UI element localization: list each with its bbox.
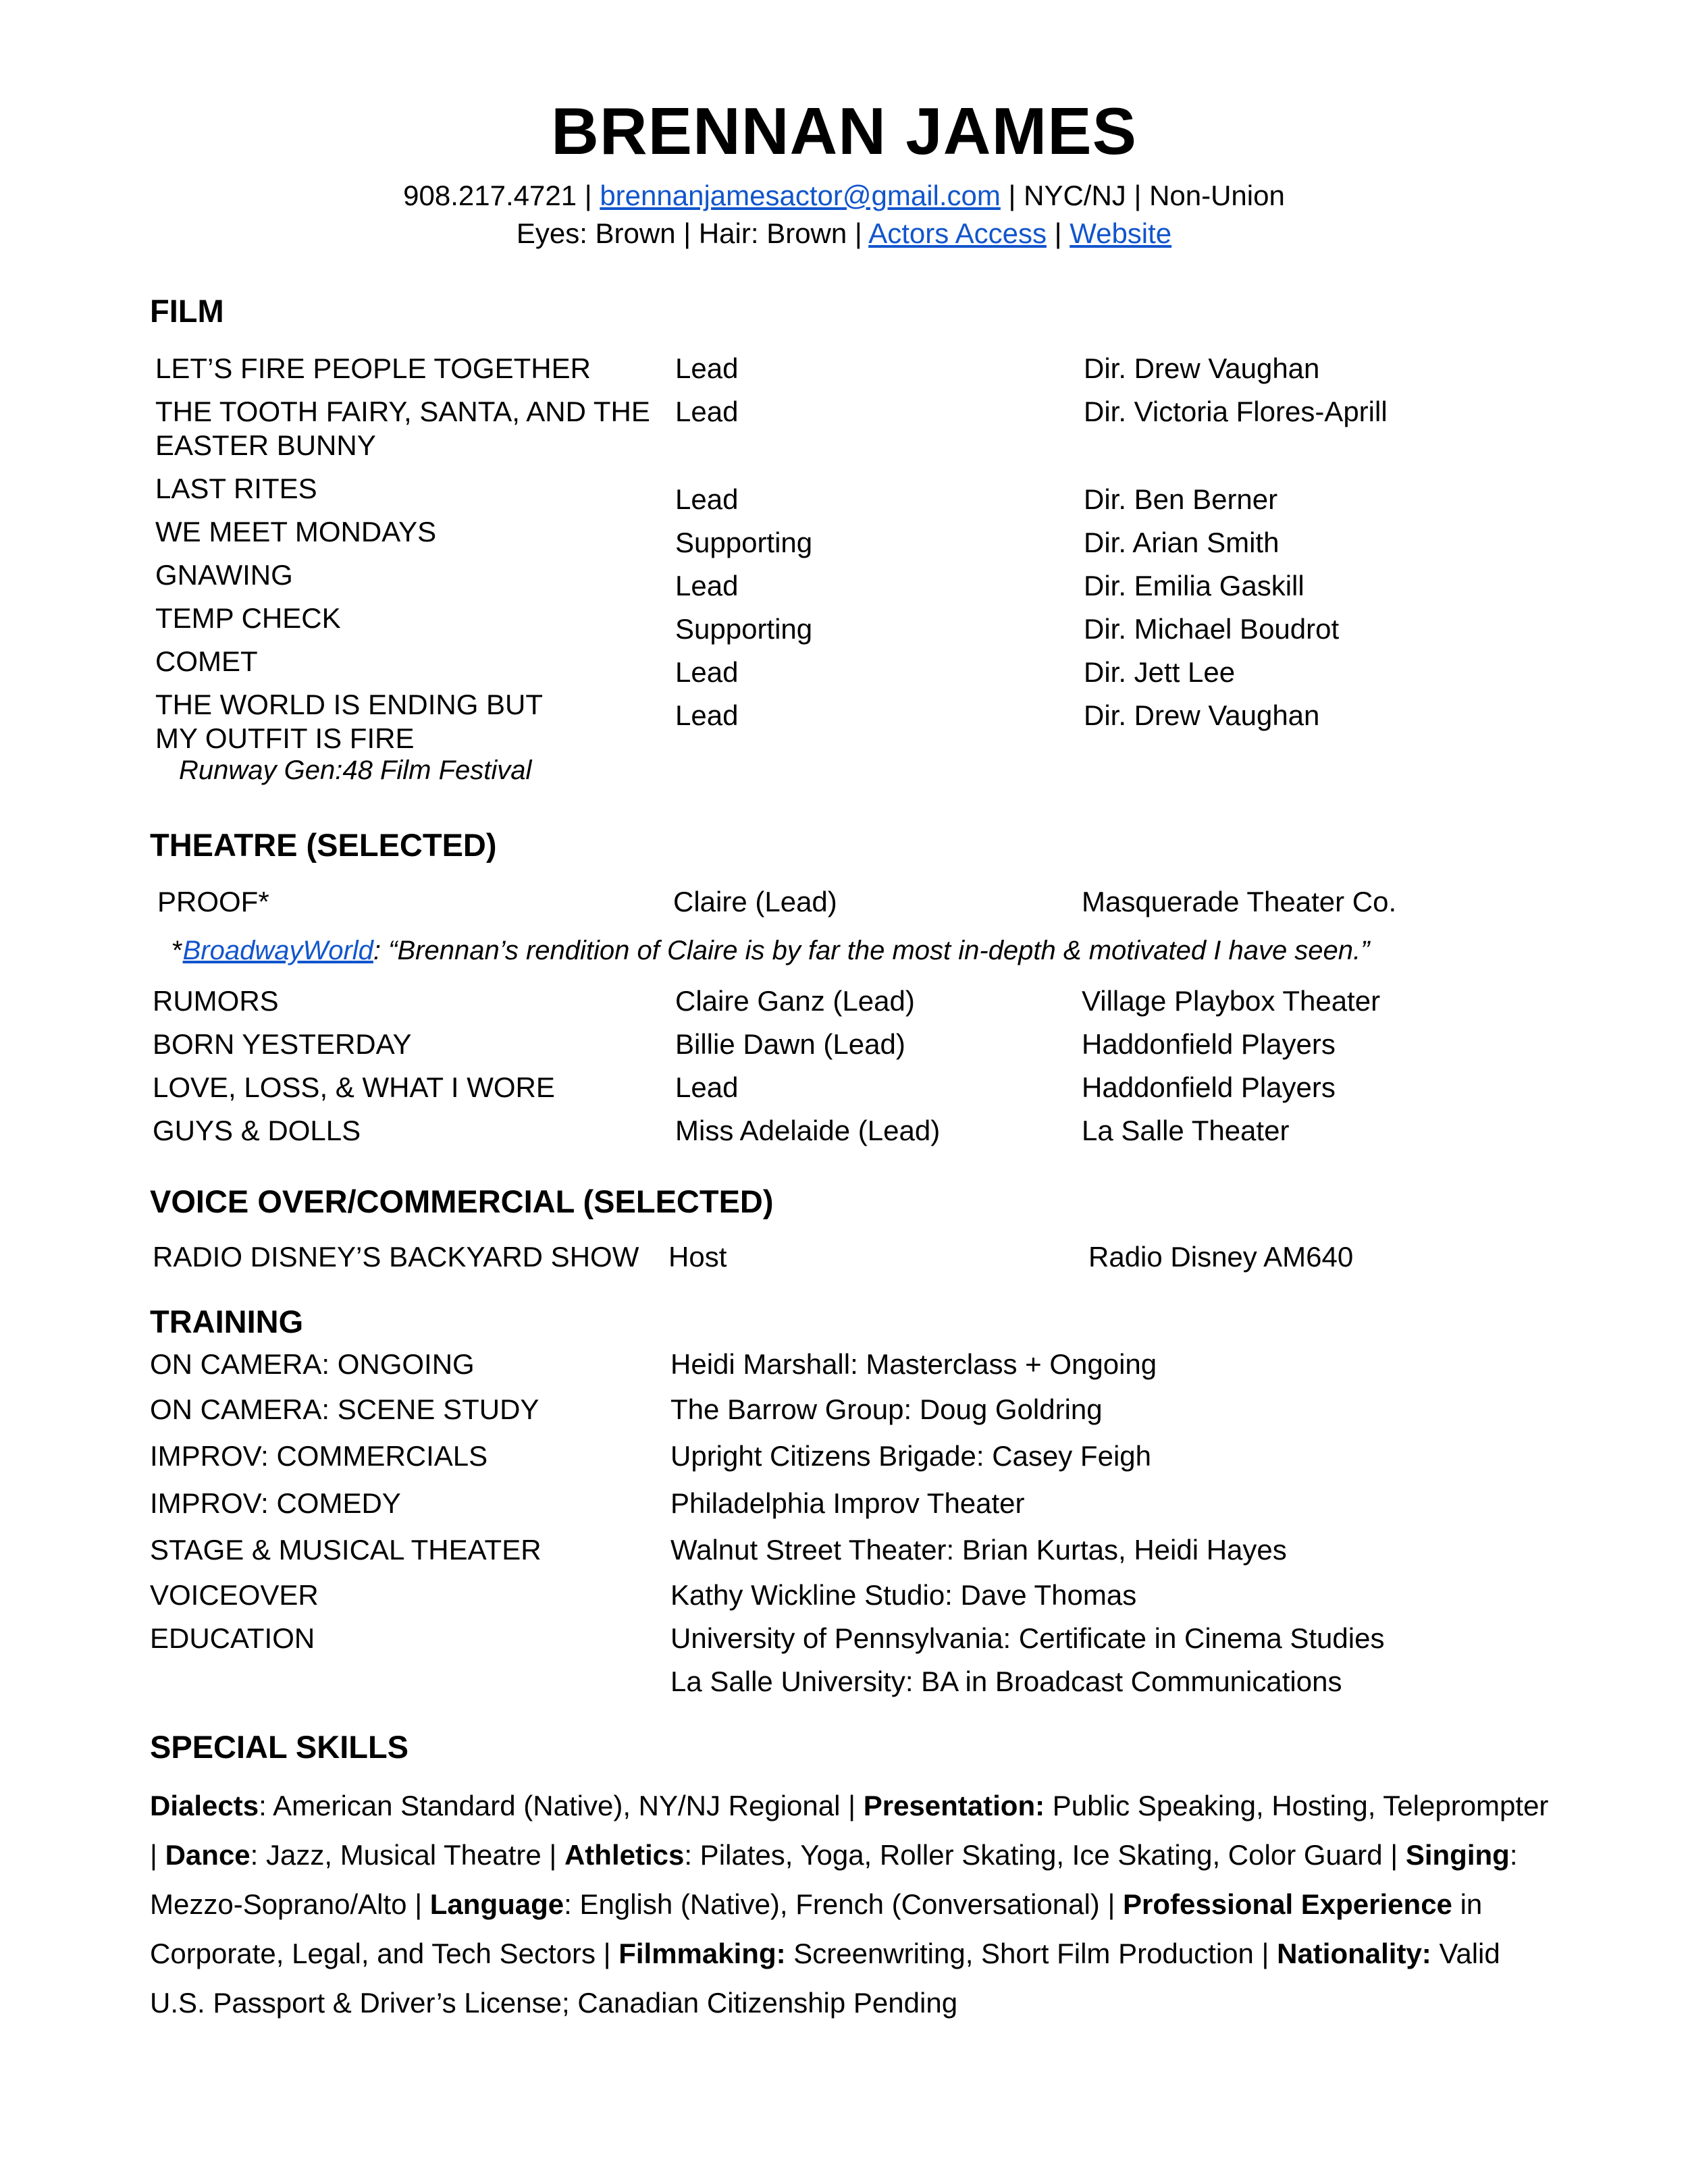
film-role: Supporting: [675, 527, 813, 558]
film-director: Dir. Emilia Gaskill: [1084, 570, 1304, 602]
phone-number: 908.217.4721: [403, 180, 577, 211]
skills-paragraph: [150, 1781, 1554, 2027]
film-director: Dir. Drew Vaughan: [1084, 352, 1320, 384]
broadwayworld-link[interactable]: BroadwayWorld: [182, 936, 373, 965]
training-heading: TRAINING: [150, 1304, 304, 1339]
film-director: Dir. Michael Boudrot: [1084, 613, 1340, 645]
skill-text: : Jazz, Musical Theatre |: [250, 1839, 564, 1871]
theatre-company: La Salle Theater: [1082, 1115, 1290, 1146]
separator: |: [1046, 217, 1070, 249]
skill-label: Nationality:: [1277, 1938, 1431, 1969]
theatre-role: Claire (Lead): [673, 886, 837, 917]
skill-label: Professional Experience: [1123, 1888, 1452, 1920]
review-text: : “Brennan’s rendition of Claire is by far the most in-depth & motivated I have seen.”: [373, 936, 1370, 965]
voiceover-title: RADIO DISNEY’S BACKYARD SHOW: [153, 1241, 639, 1273]
skill-label: Presentation:: [863, 1790, 1045, 1821]
theatre-company: Village Playbox Theater: [1082, 985, 1381, 1017]
separator: |: [577, 180, 600, 211]
film-title: THE WORLD IS ENDING BUT: [155, 689, 544, 720]
separator: |: [675, 217, 699, 249]
skill-text: : Pilates, Yoga, Roller Skating, Ice Skating, Color Guard |: [684, 1839, 1406, 1871]
separator: |: [1126, 180, 1150, 211]
skill-label: Dance: [165, 1839, 250, 1871]
theatre-title: BORN YESTERDAY: [153, 1028, 412, 1060]
training-area: EDUCATION: [150, 1622, 315, 1654]
festival-note: Runway Gen:48 Film Festival: [179, 755, 532, 785]
training-detail: Kathy Wickline Studio: Dave Thomas: [670, 1579, 1137, 1611]
training-detail: Heidi Marshall: Masterclass + Ongoing: [670, 1348, 1157, 1380]
theatre-title: LOVE, LOSS, & WHAT I WORE: [153, 1071, 555, 1103]
film-director: Dir. Arian Smith: [1084, 527, 1280, 558]
skill-label: Dialects: [150, 1790, 259, 1821]
training-detail: The Barrow Group: Doug Goldring: [670, 1393, 1103, 1425]
skill-label: Filmmaking:: [618, 1938, 786, 1969]
film-role: Lead: [675, 570, 739, 602]
theatre-company: Masquerade Theater Co.: [1082, 886, 1397, 917]
skill-text: in Corporate, Legal, and Tech Sectors |: [150, 1888, 1483, 1969]
skills-heading: SPECIAL SKILLS: [150, 1729, 409, 1765]
skill-label: Athletics: [564, 1839, 685, 1871]
training-detail: Walnut Street Theater: Brian Kurtas, Heidi Hayes: [670, 1534, 1287, 1566]
film-title: GNAWING: [155, 559, 293, 591]
film-title: LAST RITES: [155, 473, 317, 504]
film-title: TEMP CHECK: [155, 602, 341, 634]
theatre-company: Haddonfield Players: [1082, 1071, 1336, 1103]
film-title: WE MEET MONDAYS: [155, 516, 437, 548]
skill-label: Singing: [1405, 1839, 1510, 1871]
separator: |: [847, 217, 869, 249]
actor-name: BRENNAN JAMES: [551, 94, 1137, 168]
film-title: COMET: [155, 645, 258, 677]
film-title: LET’S FIRE PEOPLE TOGETHER: [155, 352, 591, 384]
theatre-role: Claire Ganz (Lead): [675, 985, 915, 1017]
review-asterisk: *: [172, 936, 183, 965]
location: NYC/NJ: [1024, 180, 1126, 211]
skill-text: : American Standard (Native), NY/NJ Regional |: [259, 1790, 864, 1821]
training-area: STAGE & MUSICAL THEATER: [150, 1534, 542, 1566]
training-area: ON CAMERA: SCENE STUDY: [150, 1393, 539, 1425]
film-title: THE TOOTH FAIRY, SANTA, AND THE: [155, 396, 650, 427]
training-detail-continued: La Salle University: BA in Broadcast Communications: [670, 1666, 1342, 1697]
skill-text: Valid U.S. Passport & Driver’s License; Canadian Citizenship Pending: [150, 1938, 1500, 2019]
film-director: Dir. Ben Berner: [1084, 483, 1278, 515]
film-title-continued: EASTER BUNNY: [155, 429, 376, 461]
stats-line: [0, 217, 1688, 250]
film-role: Lead: [675, 483, 739, 515]
theatre-title: PROOF*: [157, 886, 269, 917]
training-detail: University of Pennsylvania: Certificate in Cinema Studies: [670, 1622, 1385, 1654]
voiceover-role: Host: [668, 1241, 727, 1273]
email-link[interactable]: brennanjamesactor@gmail.com: [600, 180, 1001, 211]
website-link[interactable]: Website: [1070, 217, 1172, 249]
film-heading: FILM: [150, 293, 224, 329]
actors-access-link[interactable]: Actors Access: [868, 217, 1047, 249]
review-quote: [172, 936, 1369, 966]
skill-text: : Mezzo-Soprano/Alto |: [150, 1839, 1518, 1920]
union-status: Non-Union: [1149, 180, 1285, 211]
film-role: Lead: [675, 352, 739, 384]
skill-text: Public Speaking, Hosting, Teleprompter |: [150, 1790, 1549, 1871]
film-role: Lead: [675, 396, 739, 427]
film-role: Supporting: [675, 613, 813, 645]
film-director: Dir. Jett Lee: [1084, 656, 1236, 688]
contact-line: [0, 180, 1688, 212]
theatre-company: Haddonfield Players: [1082, 1028, 1336, 1060]
skill-label: Language: [429, 1888, 564, 1920]
skill-text: : English (Native), French (Conversational) |: [564, 1888, 1124, 1920]
film-role: Lead: [675, 699, 739, 731]
separator: |: [1000, 180, 1024, 211]
theatre-role: Billie Dawn (Lead): [675, 1028, 905, 1060]
theatre-title: RUMORS: [153, 985, 279, 1017]
skill-text: Screenwriting, Short Film Production |: [785, 1938, 1277, 1969]
film-title-continued: MY OUTFIT IS FIRE: [155, 722, 415, 754]
training-area: VOICEOVER: [150, 1579, 319, 1611]
film-role: Lead: [675, 656, 739, 688]
theatre-heading: THEATRE (SELECTED): [150, 827, 497, 863]
training-detail: Philadelphia Improv Theater: [670, 1487, 1025, 1519]
voiceover-heading: VOICE OVER/COMMERCIAL (SELECTED): [150, 1183, 774, 1219]
eye-color: Eyes: Brown: [516, 217, 676, 249]
hair-color: Hair: Brown: [698, 217, 847, 249]
training-area: ON CAMERA: ONGOING: [150, 1348, 475, 1380]
training-area: IMPROV: COMMERCIALS: [150, 1440, 488, 1472]
training-detail: Upright Citizens Brigade: Casey Feigh: [670, 1440, 1151, 1472]
training-area: IMPROV: COMEDY: [150, 1487, 401, 1519]
theatre-title: GUYS & DOLLS: [153, 1115, 361, 1146]
voiceover-company: Radio Disney AM640: [1088, 1241, 1354, 1273]
film-director: Dir. Drew Vaughan: [1084, 699, 1320, 731]
film-director: Dir. Victoria Flores-Aprill: [1084, 396, 1388, 427]
theatre-role: Lead: [675, 1071, 739, 1103]
theatre-role: Miss Adelaide (Lead): [675, 1115, 941, 1146]
